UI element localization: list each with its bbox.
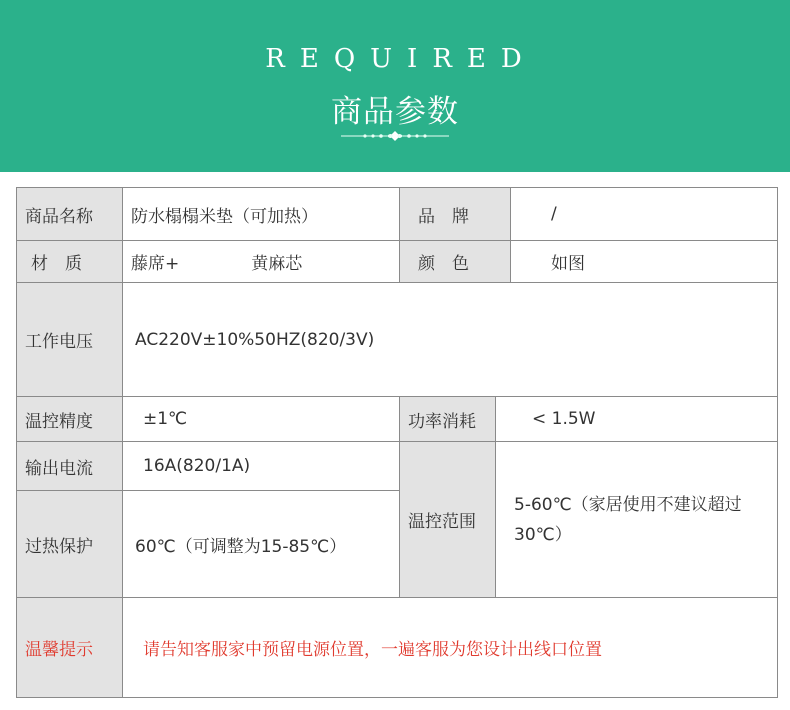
material-value-2: 黄麻芯: [251, 254, 303, 274]
name-value: 防水榻榻米垫（可加热）: [123, 188, 400, 241]
material-value: [123, 241, 400, 283]
range-label: 温控范围: [400, 442, 496, 598]
table-row: [17, 283, 778, 397]
table-row: [17, 442, 778, 491]
brand-label: 品 牌: [400, 188, 511, 241]
range-value: 5-60℃（家居使用不建议超过30℃）: [496, 442, 778, 598]
brand-value: /: [511, 188, 778, 241]
table-row: [17, 397, 778, 442]
tip-value: 请告知客服家中预留电源位置，一遍客服为您设计出线口位置: [123, 598, 778, 698]
protect-value: 60℃（可调整为15-85℃）: [123, 491, 400, 598]
current-value: 16A(820/1A): [123, 442, 400, 491]
name-label: 商品名称: [17, 188, 123, 241]
product-params-table: [16, 187, 778, 698]
color-label: 颜 色: [400, 241, 511, 283]
material-label: 材 质: [17, 241, 123, 283]
precision-label: 温控精度: [17, 397, 123, 442]
banner-title-en: REQUIRED: [265, 44, 537, 74]
banner-title-cn: 商品参数: [331, 94, 459, 130]
decorative-divider-icon: [335, 128, 455, 144]
power-label: 功率消耗: [400, 397, 496, 442]
voltage-value: AC220V±10%50HZ(820/3V): [123, 283, 778, 397]
tip-label: 温馨提示: [17, 598, 123, 698]
current-label: 输出电流: [17, 442, 123, 491]
header-banner: [0, 0, 790, 172]
color-value: 如图: [511, 241, 778, 283]
table-row: [17, 241, 778, 283]
protect-label: 过热保护: [17, 491, 123, 598]
table-row: [17, 598, 778, 698]
table-row: [17, 188, 778, 241]
precision-value: ±1℃: [123, 397, 400, 442]
power-value: < 1.5W: [496, 397, 778, 442]
voltage-label: 工作电压: [17, 283, 123, 397]
material-value-1: 藤席+: [131, 254, 180, 274]
